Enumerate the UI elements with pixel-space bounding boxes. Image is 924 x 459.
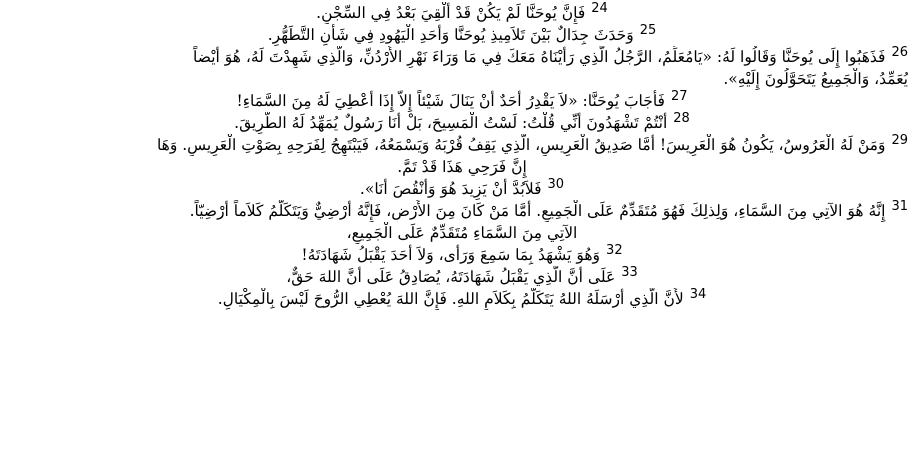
verse-29 bbox=[16, 134, 908, 156]
verse-text: وَهُوَ يَشْهَدُ بِمَا سَمِعَ وَرَأَى، وَلاَ أَحَدَ يَقْبَلُ شَهَادَتَهُ! bbox=[301, 246, 601, 264]
verse-text-continuation: يُعَمِّدُ، وَالْجَمِيعُ يَتَحَوَّلُونَ إِلَيْهِ». bbox=[723, 70, 908, 88]
verse-text: أَنْتُمْ تَشْهَدُونَ أَنِّي قُلْتُ: لَسْتُ الْمَسِيحَ، بَلْ أَنَا رَسُولٌ يُمَهِّدُ لَهُ الطَّرِيقَ. bbox=[234, 114, 668, 132]
verse-31 bbox=[16, 200, 908, 222]
verse-text: فَلاَبُدَّ أَنْ يَزِيدَ هُوَ وَأَنْقُصَ أَنَا». bbox=[359, 180, 542, 198]
verse-text: إِنَّهُ هُوَ الآتِي مِنَ السَّمَاءِ، وَلِذلِكَ فَهُوَ مُتَقَدِّمٌ عَلَى الْجَمِيعِ. أَمَّا مَنْ كَانَ مِنَ الأَرْضِ، فَإِنَّهُ أَرْضِيٌّ وَيَتَكَلَّمُ كَلاَماً أَرْضِيّاً. bbox=[189, 202, 886, 220]
verse-text: فَإِنَّ يُوحَنَّا لَمْ يَكُنْ قَدْ أُلْقِيَ بَعْدُ فِي السِّجْنِ. bbox=[316, 4, 586, 22]
verse-text: فَأَجَابَ يُوحَنَّا: «لاَ يَقْدِرُ أَحَدٌ أَنْ يَنَالَ شَيْئاً إِلاَّ إِذَا أُعْطِيَ لَهُ مِنَ السَّمَاءِ! bbox=[236, 92, 665, 110]
verse-number: 33 bbox=[621, 266, 638, 280]
verse-list bbox=[16, 2, 908, 310]
verse-number: 31 bbox=[891, 200, 908, 214]
verse-text-continuation: الآتِي مِنَ السَّمَاءِ مُتَقَدِّمٌ عَلَى الْجَمِيعِ، bbox=[346, 224, 578, 242]
verse-number: 30 bbox=[547, 178, 565, 192]
verse-number: 32 bbox=[606, 244, 623, 258]
verse-number: 26 bbox=[891, 46, 908, 60]
verse-text: عَلَى أَنَّ الَّذِي يَقْبَلُ شَهَادَتَهُ، يُصَادِقُ عَلَى أَنَّ اللهَ حَقٌّ، bbox=[286, 268, 616, 286]
verse-32 bbox=[16, 244, 908, 266]
verse-number: 24 bbox=[591, 2, 608, 16]
verse-number: 29 bbox=[891, 134, 908, 148]
verse-30 bbox=[16, 178, 908, 200]
verse-29-continuation bbox=[16, 156, 908, 178]
verse-34 bbox=[16, 288, 908, 310]
verse-text: وَحَدَثَ جِدَالٌ بَيْنَ تَلاَمِيذِ يُوحَنَّا وَأَحَدِ الْيَهُودِ فِي شَأْنِ التَّطَهُّرِ. bbox=[267, 26, 634, 44]
verse-text: فَذَهَبُوا إِلَى يُوحَنَّا وَقَالُوا لَهُ: «يَامُعَلِّمُ، الرَّجُلُ الَّذِي رَأَيْنَاهُ مَعَكَ فِي مَا وَرَاءَ نَهْرِ الأُرْدُنِّ، وَالَّذِي شَهِدْتَ لَهُ، هُوَ أَيْضاً bbox=[193, 48, 886, 66]
verse-25 bbox=[16, 24, 908, 46]
verse-text: وَمَنْ لَهُ الْعَرُوسُ، يَكُونُ هُوَ الْعَرِيسَ! أَمَّا صَدِيقُ الْعَرِيسِ، الَّذِي يَقِفُ قُرْبَهُ وَيَسْمَعُهُ، فَيَبْتَهِجُ لِفَرَحِهِ بِصَوْتِ الْعَرِيسِ. وَهَا bbox=[156, 136, 886, 154]
verse-33 bbox=[16, 266, 908, 288]
verse-text-continuation: إِنَّ فَرَحِي هَذَا قَدْ تَمَّ. bbox=[397, 158, 527, 176]
verse-26-continuation bbox=[16, 68, 908, 90]
verse-24 bbox=[16, 2, 908, 24]
verse-text: لأَنَّ الَّذِي أَرْسَلَهُ اللهُ يَتَكَلَّمُ بِكَلاَمِ اللهِ. فَإِنَّ اللهَ يُعْطِي الرُّوحَ لَيْسَ بِالْمِكْيَالِ. bbox=[217, 290, 684, 308]
verse-27 bbox=[16, 90, 908, 112]
verse-number: 28 bbox=[673, 112, 690, 126]
verse-number: 25 bbox=[639, 24, 657, 38]
verse-26 bbox=[16, 46, 908, 68]
verse-31-continuation bbox=[16, 222, 908, 244]
verse-number: 34 bbox=[689, 288, 707, 302]
verse-28 bbox=[16, 112, 908, 134]
verse-number: 27 bbox=[670, 90, 688, 104]
